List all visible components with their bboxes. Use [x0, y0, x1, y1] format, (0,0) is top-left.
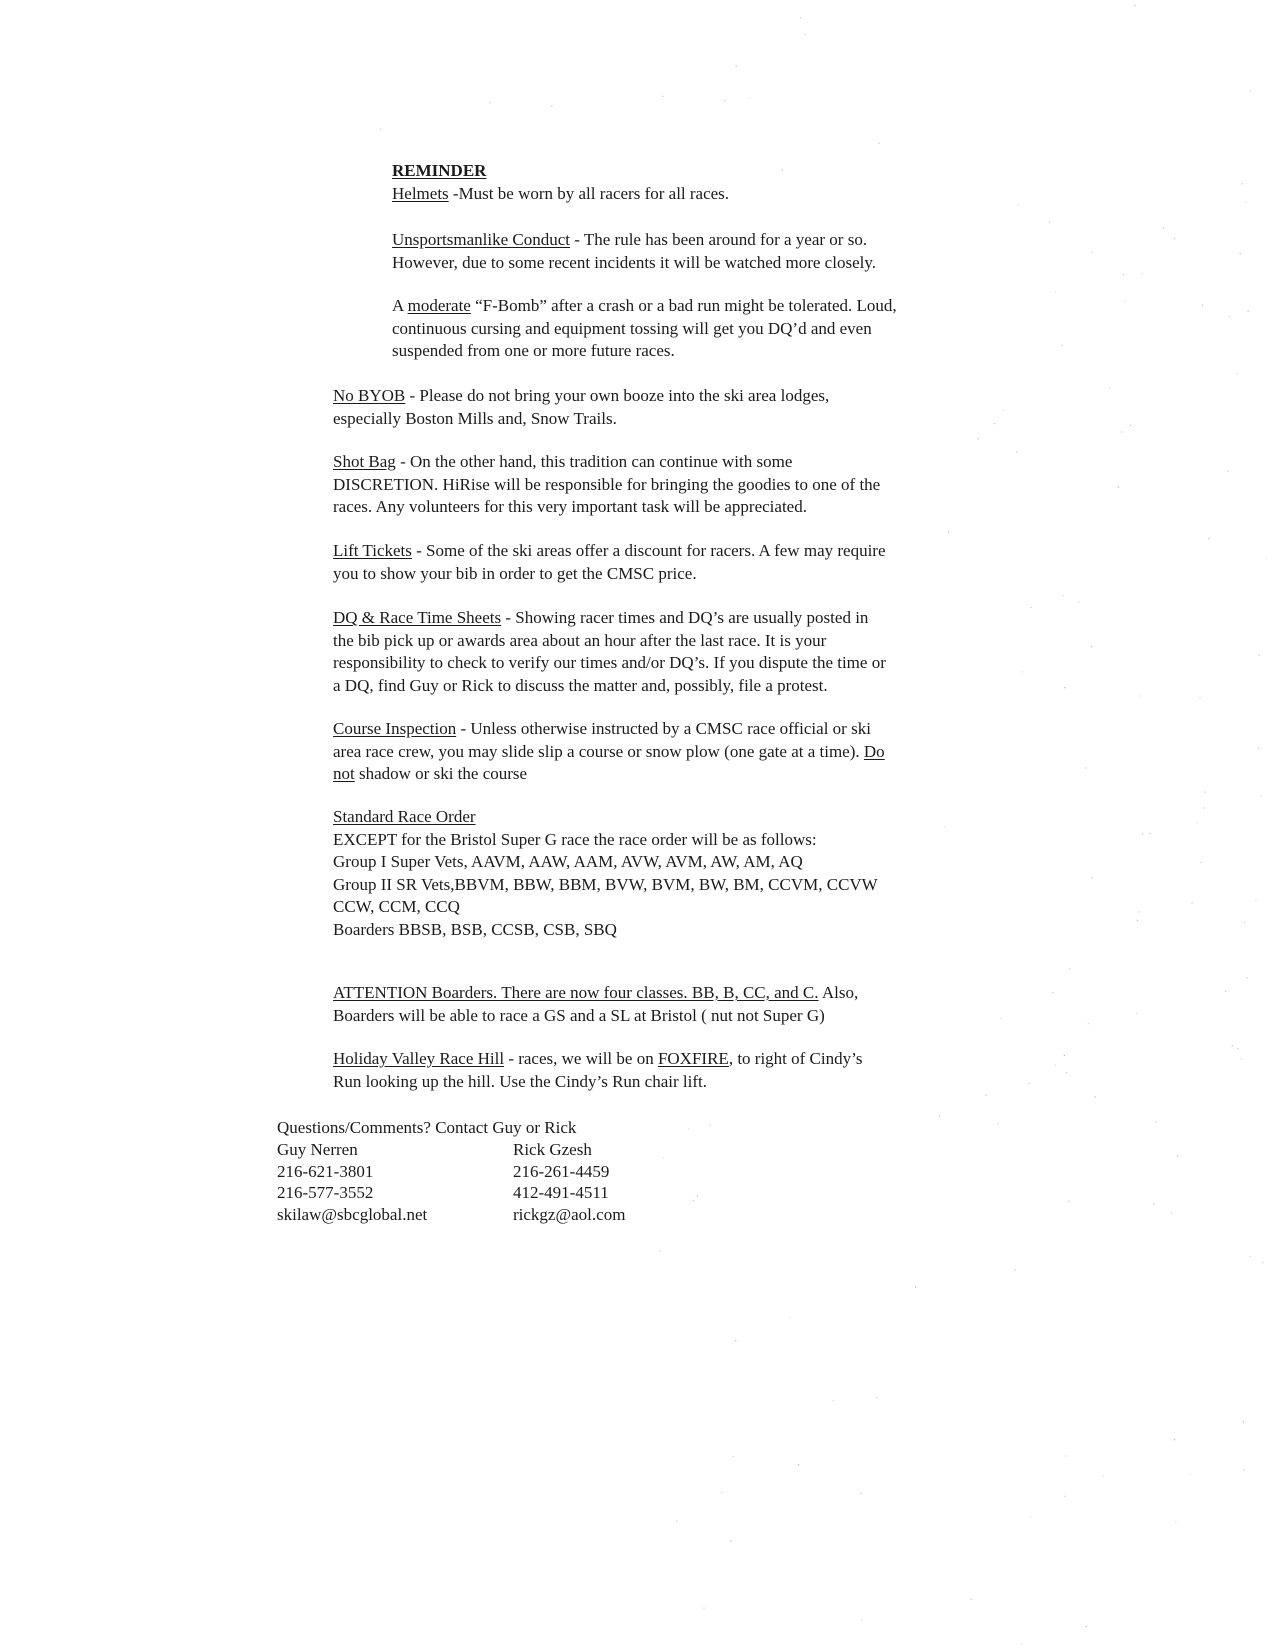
- contact-guy: [277, 1139, 427, 1225]
- contacts-header: [277, 1117, 576, 1139]
- contacts-header-text: Questions/Comments? Contact Guy or Rick: [277, 1118, 577, 1137]
- holiday-valley-section: [333, 1048, 862, 1093]
- dq-term: DQ & Race Time Sheets: [333, 608, 502, 627]
- byob-line1: - Please do not bring your own booze into the ski area lodges,: [405, 386, 830, 405]
- holiday-valley-line2: Run looking up the hill. Use the Cindy’s Run chair lift.: [333, 1071, 707, 1091]
- byob-line2: especially Boston Mills and, Snow Trails.: [333, 408, 617, 428]
- race-order-line1: EXCEPT for the Bristol Super G race the race order will be as follows:: [333, 829, 817, 849]
- byob-section: [333, 385, 829, 430]
- helmets-term: Helmets: [392, 183, 449, 203]
- lift-tickets-line1: - Some of the ski areas offer a discount for racers. A few may require: [411, 541, 886, 560]
- fbomb-pre: A: [392, 296, 408, 315]
- course-inspection-line1: - Unless otherwise instructed by a CMSC race official or ski: [456, 719, 871, 738]
- course-inspection-section: [333, 718, 885, 786]
- byob-term: No BYOB: [333, 386, 406, 405]
- holiday-valley-term: Holiday Valley Race Hill: [333, 1049, 505, 1068]
- reminder-section: [392, 160, 729, 205]
- reminder-heading: REMINDER: [392, 161, 487, 180]
- foxfire-term: FOXFIRE: [657, 1049, 729, 1068]
- shotbag-line1: - On the other hand, this tradition can continue with some: [395, 452, 793, 471]
- dq-line3: responsibility to check to verify our times and/or DQ’s. If you dispute the time or: [333, 653, 886, 672]
- fbomb-section: [392, 295, 897, 363]
- fbomb-line3: suspended from one or more future races.: [392, 341, 675, 360]
- dq-line2: the bib pick up or awards area about an hour after the last race. It is your: [333, 630, 827, 650]
- guy-email: skilaw@sbcglobal.net: [277, 1204, 428, 1224]
- shotbag-section: [333, 451, 880, 519]
- fbomb-term: moderate: [407, 296, 471, 315]
- attention-section: [333, 982, 858, 1027]
- course-inspection-do: Do: [863, 741, 885, 761]
- rick-phone2: 412-491-4511: [513, 1183, 609, 1202]
- unsportsmanlike-line2: However, due to some recent incidents it will be watched more closely.: [392, 252, 876, 272]
- course-inspection-term: Course Inspection: [333, 719, 457, 738]
- race-order-group2: Group II SR Vets,BBVM, BBW, BBM, BVW, BVM, BW, BM, CCVM, CCVW: [333, 874, 878, 894]
- race-order-section: [333, 806, 878, 941]
- fbomb-line1: “F-Bomb” after a crash or a bad run might be tolerated. Loud,: [470, 296, 897, 315]
- holiday-valley-end: , to right of Cindy’s: [728, 1049, 863, 1068]
- shotbag-term: Shot Bag: [333, 452, 396, 471]
- guy-phone1: 216-621-3801: [277, 1161, 374, 1181]
- race-order-term: Standard Race Order: [333, 807, 476, 826]
- lift-tickets-line2: you to show your bib in order to get the CMSC price.: [333, 563, 697, 583]
- race-order-boarders: Boarders BBSB, BSB, CCSB, CSB, SBQ: [333, 919, 617, 939]
- dq-line1: - Showing racer times and DQ’s are usually posted in: [501, 608, 869, 627]
- unsportsmanlike-section: [392, 229, 876, 274]
- dq-line4: a DQ, find Guy or Rick to discuss the matter and, possibly, file a protest.: [333, 675, 828, 695]
- course-inspection-line2: area race crew, you may slide slip a course or snow plow (one gate at a time).: [333, 741, 864, 761]
- attention-line1: Also,: [818, 983, 859, 1002]
- fbomb-line2: continuous cursing and equipment tossing will get you DQ’d and even: [392, 318, 872, 338]
- dq-section: [333, 607, 886, 697]
- lift-tickets-section: [333, 540, 886, 585]
- helmets-text: -Must be worn by all racers for all races.: [448, 183, 730, 203]
- unsportsmanlike-term: Unsportsmanlike Conduct: [392, 230, 571, 249]
- shotbag-line2: DISCRETION. HiRise will be responsible for bringing the goodies to one of the: [333, 474, 881, 494]
- attention-line2: Boarders will be able to race a GS and a SL at Bristol ( nut not Super G): [333, 1005, 825, 1025]
- rick-email: rickgz@aol.com: [513, 1204, 626, 1224]
- course-inspection-line3: shadow or ski the course: [354, 764, 528, 783]
- lift-tickets-term: Lift Tickets: [333, 541, 412, 560]
- course-inspection-not: not: [333, 764, 355, 783]
- race-order-group2-cont: CCW, CCM, CCQ: [333, 897, 460, 916]
- rick-name: Rick Gzesh: [513, 1140, 592, 1159]
- guy-phone2: 216-577-3552: [277, 1183, 374, 1202]
- attention-term: ATTENTION Boarders. There are now four classes. BB, B, CC, and C.: [333, 983, 819, 1002]
- shotbag-line3: races. Any volunteers for this very important task will be appreciated.: [333, 497, 807, 516]
- rick-phone1: 216-261-4459: [513, 1161, 610, 1181]
- holiday-valley-mid: - races, we will be on: [504, 1049, 658, 1068]
- guy-name: Guy Nerren: [277, 1140, 358, 1159]
- unsportsmanlike-line1: - The rule has been around for a year or so.: [570, 230, 868, 249]
- contact-rick: [513, 1139, 625, 1225]
- race-order-group1: Group I Super Vets, AAVM, AAW, AAM, AVW, AVM, AW, AM, AQ: [333, 852, 803, 871]
